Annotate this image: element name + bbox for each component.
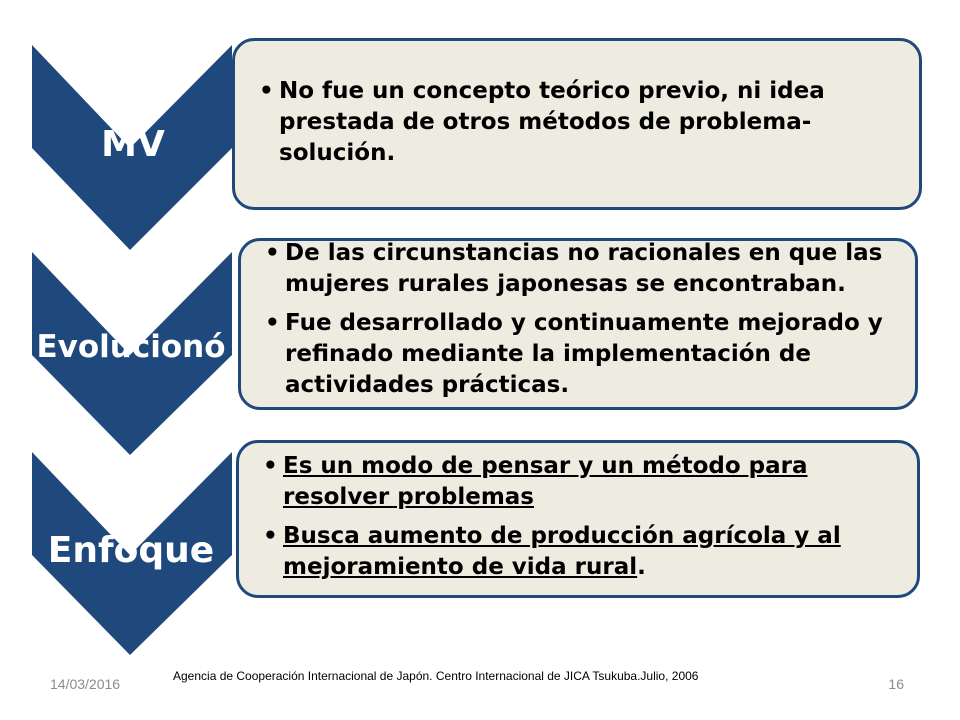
bullet-text: No fue un concepto teórico previo, ni idea prestada de otros métodos de problema-solución.: [279, 78, 825, 167]
bullet-item: [261, 238, 897, 300]
content-box-enfoque: [236, 440, 920, 598]
content-box-mv: [232, 38, 922, 210]
page-number: 16: [888, 676, 904, 692]
bullet-text: Fue desarrollado y continuamente mejorado y refinado mediante la implementación de actividades prácticas.: [285, 310, 883, 399]
bullet-text-underlined: Es un modo de pensar y un método para resolver problemas: [283, 453, 808, 511]
bullet-list: [255, 76, 899, 169]
bullet-text-underlined: Busca aumento de producción agrícola y al mejoramiento de vida rural: [283, 523, 841, 581]
footer-date: 14/03/2016: [50, 676, 121, 692]
chevron-label-evoluciono: Evolucionó: [36, 329, 226, 365]
bullet-list: [261, 238, 897, 401]
chevron-label-enfoque: Enfoque: [47, 530, 215, 571]
bullet-text: De las circunstancias no racionales en que las mujeres rurales japonesas se encontraban.: [285, 240, 883, 298]
bullet-item: [259, 451, 897, 513]
bullet-item: [255, 76, 899, 169]
footer-source: Agencia de Cooperación Internacional de Japón. Centro Internacional de JICA Tsukuba.Julio, 2006: [173, 669, 699, 683]
chevron-label-mv: MV: [101, 124, 165, 165]
bullet-item: [261, 308, 897, 401]
bullet-list: [259, 451, 897, 583]
bullet-tail: .: [637, 554, 646, 581]
content-box-evoluciono: [238, 238, 918, 410]
bullet-item: [259, 521, 897, 583]
